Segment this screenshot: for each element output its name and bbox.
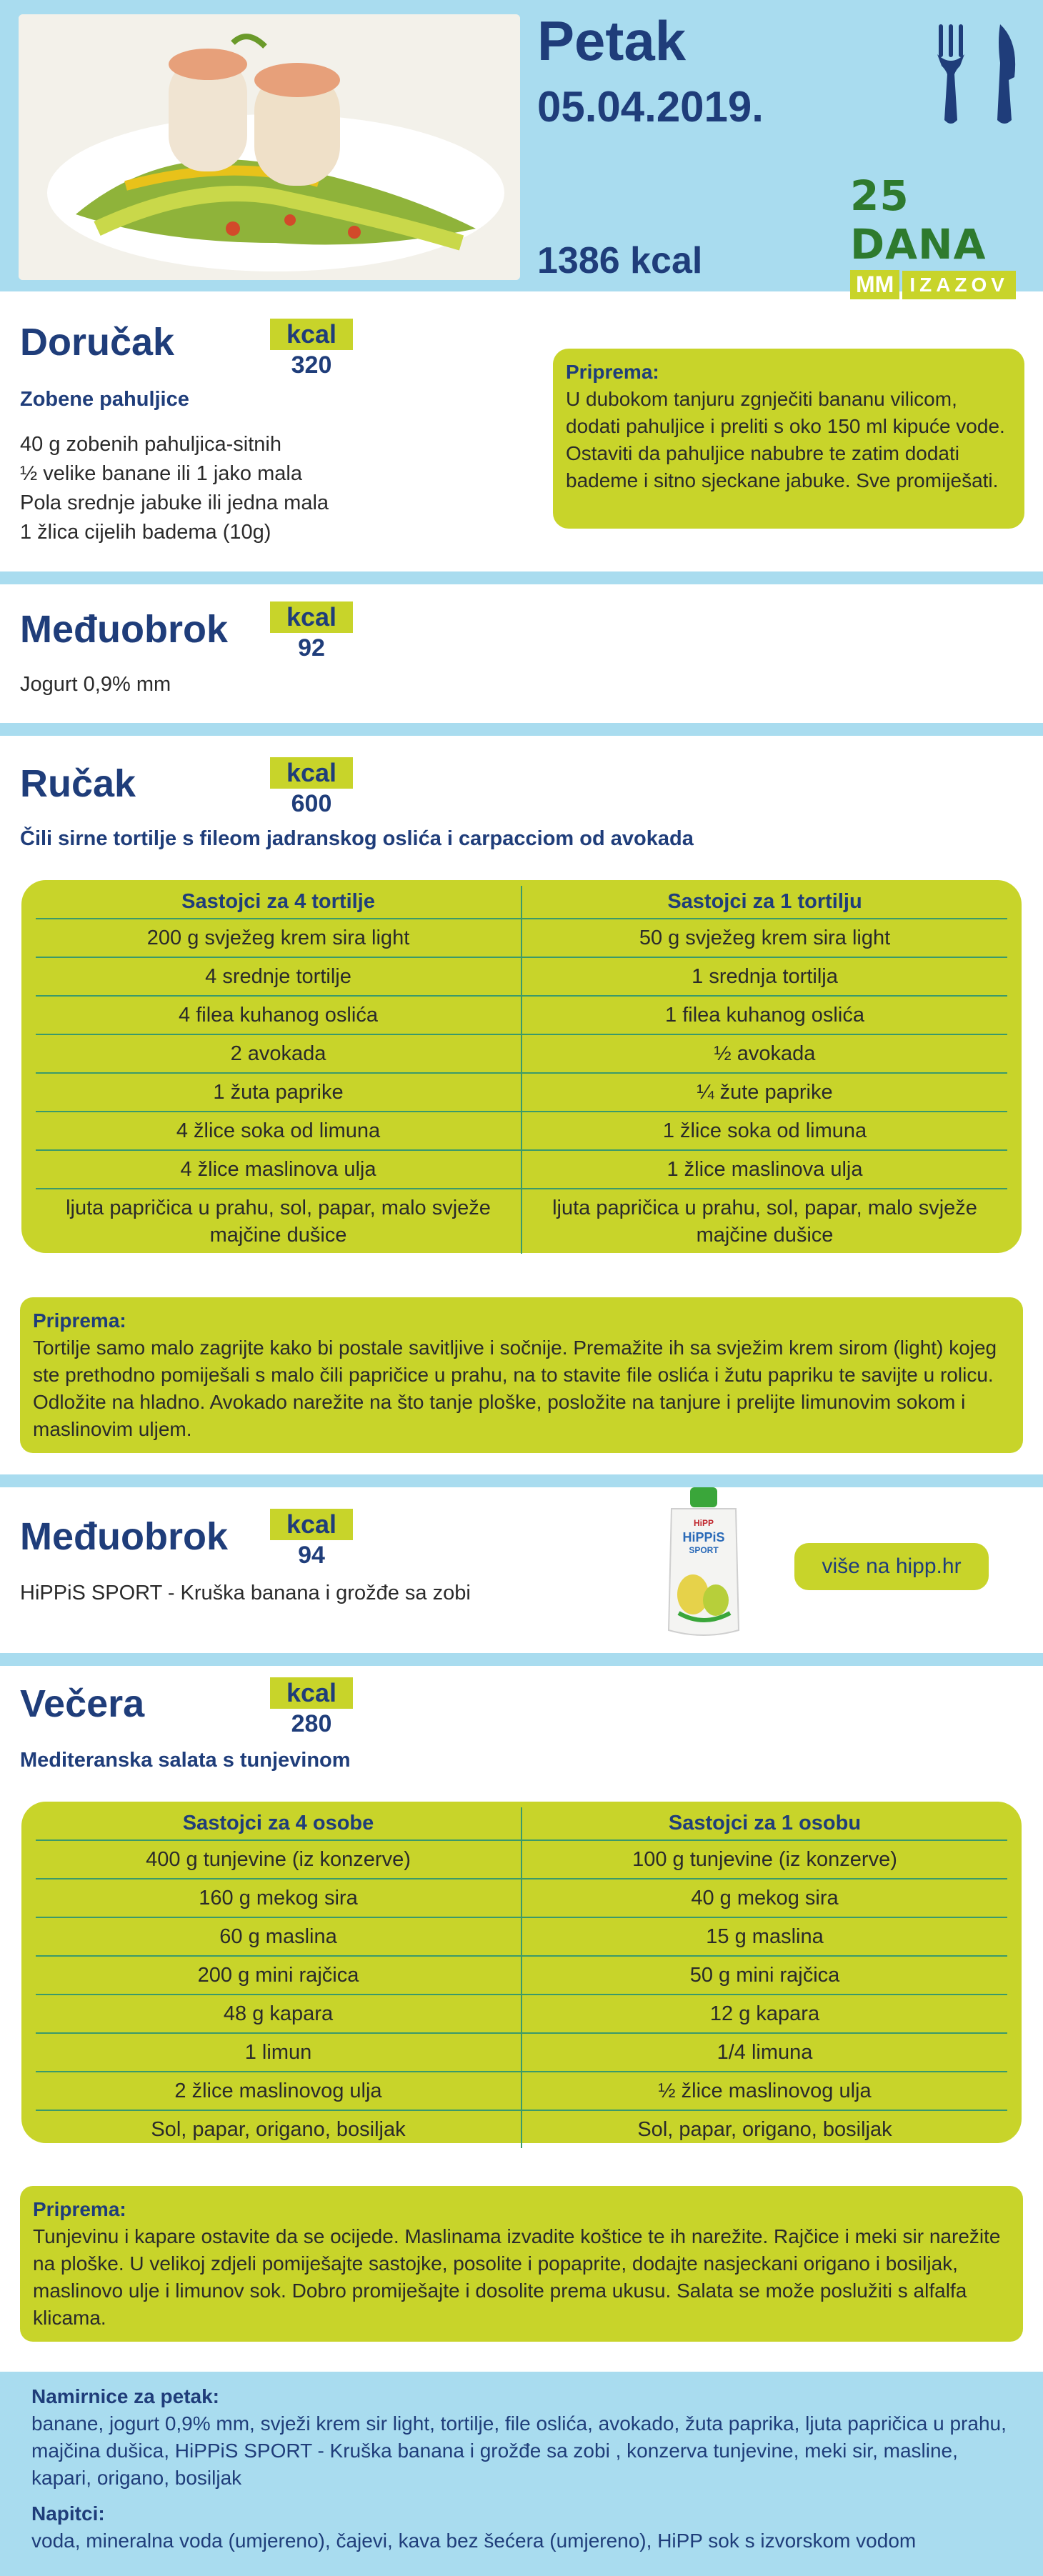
logo-title: 25 DANA	[850, 171, 987, 269]
table-cell: 1 žlice soka od limuna	[522, 1112, 1007, 1150]
snack1-text: Jogurt 0,9% mm	[20, 673, 171, 696]
hippis-pouch-image	[664, 1487, 743, 1642]
table-cell: 1 žuta paprike	[36, 1073, 522, 1112]
table-cell: 1 žlice maslinova ulja	[522, 1150, 1007, 1189]
breakfast-kcal	[270, 319, 353, 380]
divider	[0, 723, 1043, 736]
kcal-label: kcal	[270, 757, 353, 789]
lunch-dish: Čili sirne tortilje s fileom jadranskog oslića i carpacciom od avokada	[20, 827, 694, 850]
ingredient: ½ velike banane ili 1 jako mala	[20, 462, 302, 485]
divider	[0, 1474, 1043, 1487]
prep-label: Priprema:	[33, 2198, 126, 2220]
table-cell: Sol, papar, origano, bosiljak	[637, 2118, 892, 2141]
table-cell: 1 srednja tortilja	[522, 957, 1007, 996]
kcal-label: kcal	[270, 1509, 353, 1540]
table-cell: 50 g mini rajčica	[522, 1956, 1007, 1995]
snack2-title: Međuobrok	[20, 1515, 228, 1558]
table-row	[36, 1995, 1007, 2033]
table-cell: 4 žlice maslinova ulja	[36, 1150, 522, 1189]
table-header: Sastojci za 1 tortilju	[522, 886, 1007, 919]
izazov-logo	[850, 171, 1029, 297]
table-cell: ½ žlice maslinovog ulja	[522, 2072, 1007, 2110]
table-row	[36, 2033, 1007, 2072]
table-cell: ½ avokada	[522, 1034, 1007, 1073]
table-row	[36, 1189, 1007, 1254]
table-cell: 4 filea kuhanog oslića	[36, 996, 522, 1034]
pouch-sub: SPORT	[689, 1545, 719, 1555]
pouch-brand: HiPP	[693, 1518, 714, 1528]
table-cell: 12 g kapara	[522, 1995, 1007, 2033]
ingredient: 1 žlica cijelih badema (10g)	[20, 521, 271, 544]
pouch-name: HiPPiS	[682, 1530, 725, 1544]
prep-text: Tortilje samo malo zagrijte kako bi postale savitljive i sočnije. Premažite ih sa svježim krem sirom (light) kojeg ste prethodno pomiješali s malo čili papričice u prahu, na to stavite file oslića i žutu papriku te savijte u rolicu. Odložite na hladno. Avokado narežite na što tanje ploške, posložite na tanjure i prelijte limunovim sokom i maslinovim uljem.	[33, 1337, 997, 1440]
cutlery-icon	[929, 20, 1029, 127]
logo-mm: MM	[850, 270, 899, 299]
prep-label: Priprema:	[33, 1309, 126, 1332]
table-row	[36, 1073, 1007, 1112]
header	[0, 0, 1043, 297]
drinks-label: Napitci:	[31, 2502, 105, 2525]
dish-photo	[19, 14, 520, 280]
divider	[0, 571, 1043, 584]
logo-izazov: IZAZOV	[902, 271, 1016, 299]
divider	[0, 1653, 1043, 1666]
table-row	[36, 1840, 1007, 1879]
table-row	[36, 1956, 1007, 1995]
prep-label: Priprema:	[566, 361, 659, 383]
drinks-text: voda, mineralna voda (umjereno), čajevi, kava bez šećera (umjereno), HiPP sok s izvorskom vodom	[31, 2530, 917, 2552]
groceries-label: Namirnice za petak:	[31, 2385, 219, 2407]
kcal-value: 94	[298, 1542, 325, 1569]
table-row	[36, 2072, 1007, 2110]
footer	[0, 2372, 1043, 2576]
table-cell: 1 limun	[36, 2033, 522, 2072]
total-kcal: 1386 kcal	[537, 240, 703, 281]
table-cell: 50 g svježeg krem sira light	[522, 919, 1007, 957]
dinner-ingredients-table	[21, 1802, 1022, 2143]
table-cell: 160 g mekog sira	[36, 1879, 522, 1917]
snack2-kcal	[270, 1509, 353, 1570]
prep-text: U dubokom tanjuru zgnječiti bananu vilicom, dodati pahuljice i preliti s oko 150 ml kipuće vode. Ostaviti da pahuljice nabubre te zatim dodati bademe i sitno sjeckane jabuke. Sve promiješati.	[566, 388, 1005, 491]
snack1-title: Međuobrok	[20, 608, 228, 651]
table-row	[36, 996, 1007, 1034]
table-row	[36, 1150, 1007, 1189]
snack2-text: HiPPiS SPORT - Kruška banana i grožđe sa zobi	[20, 1582, 471, 1604]
table-row	[36, 1034, 1007, 1073]
table-cell: Sol, papar, origano, bosiljak	[36, 2110, 522, 2148]
breakfast-dish: Zobene pahuljice	[20, 388, 189, 411]
table-cell: 1 filea kuhanog oslića	[522, 996, 1007, 1034]
lunch-title: Ručak	[20, 762, 136, 805]
breakfast-ingredients	[20, 430, 329, 547]
table-cell: 15 g maslina	[522, 1917, 1007, 1956]
kcal-value: 320	[291, 351, 332, 379]
table-row	[36, 2110, 1007, 2148]
dinner-dish: Mediteranska salata s tunjevinom	[20, 1749, 351, 1772]
table-cell: 200 g svježeg krem sira light	[36, 919, 522, 957]
dinner-kcal	[270, 1677, 353, 1739]
table-cell: ljuta papričica u prahu, sol, papar, malo svježe majčine dušice	[36, 1189, 522, 1254]
table-cell: 2 avokada	[36, 1034, 522, 1073]
table-header: Sastojci za 4 tortilje	[36, 886, 522, 919]
kcal-value: 600	[291, 790, 332, 817]
table-row	[36, 1112, 1007, 1150]
table-cell: 2 žlice maslinovog ulja	[36, 2072, 522, 2110]
table-cell: 200 g mini rajčica	[36, 1956, 522, 1995]
table-cell: 1/4 limuna	[522, 2033, 1007, 2072]
kcal-label: kcal	[270, 319, 353, 350]
table-cell: 48 g kapara	[36, 1995, 522, 2033]
kcal-label: kcal	[270, 1677, 353, 1709]
kcal-value: 280	[291, 1710, 332, 1737]
groceries-text: banane, jogurt 0,9% mm, svježi krem sir light, tortilje, file oslića, avokado, žuta paprika, ljuta papričica u prahu, majčina dušica, HiPPiS SPORT - Kruška banana i grožđe sa zobi , konzerva tunjevine, meki sir, masline, kapari, origano, bosiljak	[31, 2412, 1007, 2489]
day-title: Petak	[537, 9, 687, 72]
ingredient: Pola srednje jabuke ili jedna mala	[20, 491, 329, 514]
table-cell: 60 g maslina	[36, 1917, 522, 1956]
ingredients-table	[36, 886, 1007, 1254]
table-cell: 4 srednje tortilje	[36, 957, 522, 996]
ingredient: 40 g zobenih pahuljica-sitnih	[20, 433, 281, 456]
lunch-kcal	[270, 757, 353, 819]
kcal-value: 92	[298, 634, 325, 662]
table-cell: 40 g mekog sira	[522, 1879, 1007, 1917]
kcal-label: kcal	[270, 601, 353, 633]
table-row	[36, 957, 1007, 996]
lunch-prep	[20, 1297, 1023, 1453]
table-row	[36, 1879, 1007, 1917]
table-cell: 4 žlice soka od limuna	[36, 1112, 522, 1150]
table-cell: ljuta papričica u prahu, sol, papar, malo svježe majčine dušice	[552, 1197, 977, 1247]
prep-text: Tunjevinu i kapare ostavite da se ocijede. Maslinama izvadite koštice te ih narežite. Rajčice i meki sir narežite na ploške. U velikoj zdjeli pomiješajte sastojke, posolite i popaprite, dodajte nasjeckani origano i bosiljak, maslinovo ulje i limunov sok. Dobro promiješajte i dosolite prema ukusu. Salata se može poslužiti s alfalfa klicama.	[33, 2225, 1001, 2329]
hipp-link-button[interactable]: više na hipp.hr	[794, 1543, 989, 1590]
table-row	[36, 1917, 1007, 1956]
breakfast-prep	[553, 349, 1024, 529]
dinner-prep	[20, 2186, 1023, 2342]
table-cell: ¼ žute paprike	[522, 1073, 1007, 1112]
table-row	[36, 919, 1007, 957]
table-header: Sastojci za 1 osobu	[522, 1807, 1007, 1840]
ingredients-table	[36, 1807, 1007, 2148]
lunch-ingredients-table	[21, 880, 1022, 1253]
breakfast-title: Doručak	[20, 321, 175, 364]
table-cell: 100 g tunjevine (iz konzerve)	[522, 1840, 1007, 1879]
dinner-title: Večera	[20, 1682, 145, 1725]
snack1-kcal	[270, 601, 353, 663]
table-cell: 400 g tunjevine (iz konzerve)	[36, 1840, 522, 1879]
date: 05.04.2019.	[537, 83, 764, 131]
table-header: Sastojci za 4 osobe	[36, 1807, 522, 1840]
